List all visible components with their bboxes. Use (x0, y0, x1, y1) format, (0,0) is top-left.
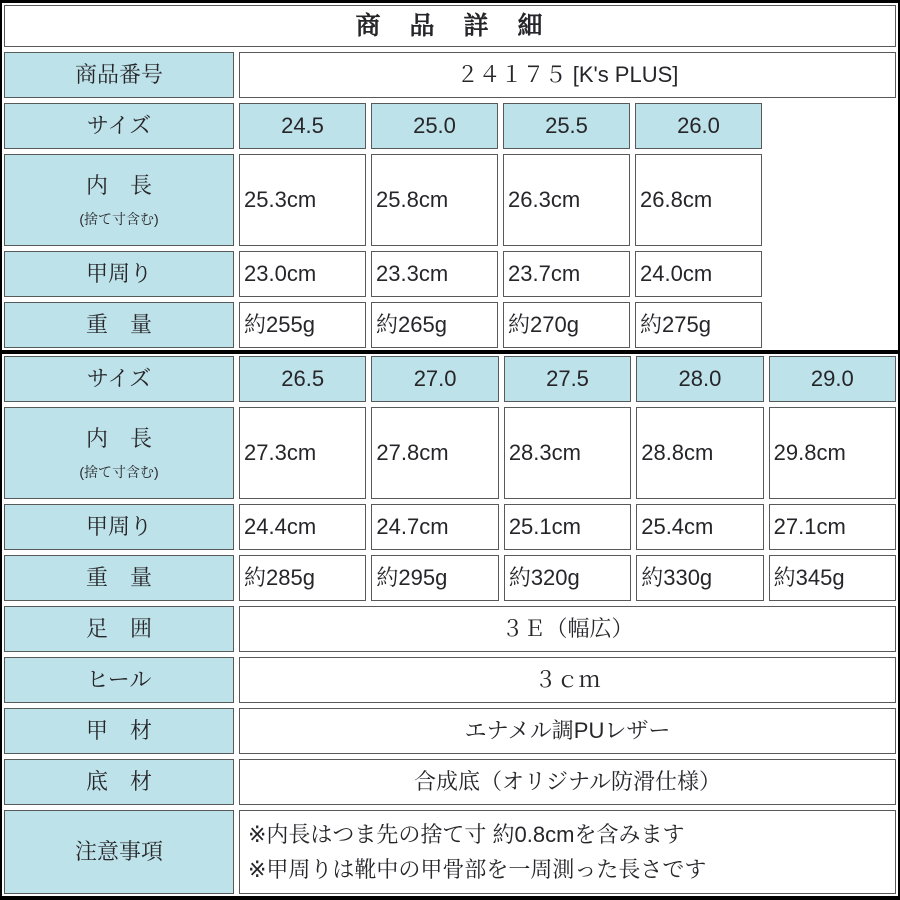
upper-material-label: 甲 材 (4, 708, 234, 754)
instep-value: 23.0cm (239, 251, 366, 297)
heel-row (4, 657, 896, 703)
size-label: サイズ (4, 103, 234, 149)
lower-table (0, 352, 900, 900)
page-title: 商 品 詳 細 (4, 5, 896, 47)
inner-length-value: 25.3cm (239, 154, 366, 246)
weight-value: 約320g (504, 555, 631, 601)
size-value: 24.5 (239, 103, 366, 149)
instep-value: 27.1cm (769, 504, 896, 550)
weight-value: 約285g (239, 555, 366, 601)
weight-row-2 (4, 555, 896, 601)
inner-length-label (4, 154, 234, 246)
notes-line: ※甲周りは靴中の甲骨部を一周測った長さです (248, 857, 707, 882)
size-value: 25.5 (503, 103, 630, 149)
inner-length-value: 29.8cm (769, 407, 896, 499)
upper-material-value: エナメル調PUレザー (239, 708, 896, 754)
notes-label: 注意事項 (4, 810, 234, 894)
notes-value (239, 810, 896, 894)
weight-value: 約275g (635, 302, 762, 348)
inner-length-value: 27.3cm (239, 407, 366, 499)
instep-value: 25.1cm (504, 504, 631, 550)
inner-length-value: 25.8cm (371, 154, 498, 246)
weight-value: 約295g (371, 555, 498, 601)
size-value: 27.5 (504, 356, 631, 402)
sole-material-row (4, 759, 896, 805)
instep-label: 甲周り (4, 504, 234, 550)
size-header-row-1 (4, 103, 896, 149)
title-row (4, 5, 896, 47)
inner-length-value: 28.3cm (504, 407, 631, 499)
heel-value: ３ｃｍ (239, 657, 896, 703)
row-spacer (767, 251, 896, 297)
foot-width-label: 足 囲 (4, 606, 234, 652)
size-value: 27.0 (371, 356, 498, 402)
instep-value: 24.4cm (239, 504, 366, 550)
weight-row-1 (4, 302, 896, 348)
size-value: 25.0 (371, 103, 498, 149)
notes-line: ※内長はつま先の捨て寸 約0.8cmを含みます (248, 821, 685, 847)
sole-material-value: 合成底（オリジナル防滑仕様） (239, 759, 896, 805)
weight-label: 重 量 (4, 555, 234, 601)
weight-value: 約330g (636, 555, 763, 601)
row-spacer (767, 302, 896, 348)
inner-length-label-main: 内 長 (85, 425, 152, 451)
instep-value: 23.7cm (503, 251, 630, 297)
sole-material-label: 底 材 (4, 759, 234, 805)
notes-row (4, 810, 896, 894)
product-number-label: 商品番号 (4, 52, 234, 98)
upper-table (0, 0, 900, 352)
inner-length-row-2 (4, 407, 896, 499)
row-spacer (767, 103, 896, 149)
upper-material-row (4, 708, 896, 754)
inner-length-label-main: 内 長 (85, 172, 152, 198)
foot-width-value: ３Ｅ（幅広） (239, 606, 896, 652)
instep-value: 23.3cm (371, 251, 498, 297)
foot-width-row (4, 606, 896, 652)
weight-value: 約255g (239, 302, 366, 348)
instep-value: 24.0cm (635, 251, 762, 297)
inner-length-value: 28.8cm (636, 407, 763, 499)
weight-label: 重 量 (4, 302, 234, 348)
inner-length-label-note: (捨て寸含む) (79, 464, 159, 481)
size-header-row-2 (4, 356, 896, 402)
product-number-row (4, 52, 896, 98)
size-value: 26.5 (239, 356, 366, 402)
instep-value: 25.4cm (636, 504, 763, 550)
size-value: 28.0 (636, 356, 763, 402)
weight-value: 約270g (503, 302, 630, 348)
instep-row-1 (4, 251, 896, 297)
instep-row-2 (4, 504, 896, 550)
size-value: 26.0 (635, 103, 762, 149)
inner-length-label (4, 407, 234, 499)
instep-label: 甲周り (4, 251, 234, 297)
weight-value: 約345g (769, 555, 896, 601)
weight-value: 約265g (371, 302, 498, 348)
size-value: 29.0 (769, 356, 896, 402)
inner-length-label-note: (捨て寸含む) (79, 211, 159, 228)
inner-length-value: 26.3cm (503, 154, 630, 246)
inner-length-value: 27.8cm (371, 407, 498, 499)
row-spacer (767, 154, 896, 246)
inner-length-row-1 (4, 154, 896, 246)
inner-length-value: 26.8cm (635, 154, 762, 246)
heel-label: ヒール (4, 657, 234, 703)
size-label: サイズ (4, 356, 234, 402)
product-number-value: ２４１７５ [K's PLUS] (239, 52, 896, 98)
instep-value: 24.7cm (371, 504, 498, 550)
